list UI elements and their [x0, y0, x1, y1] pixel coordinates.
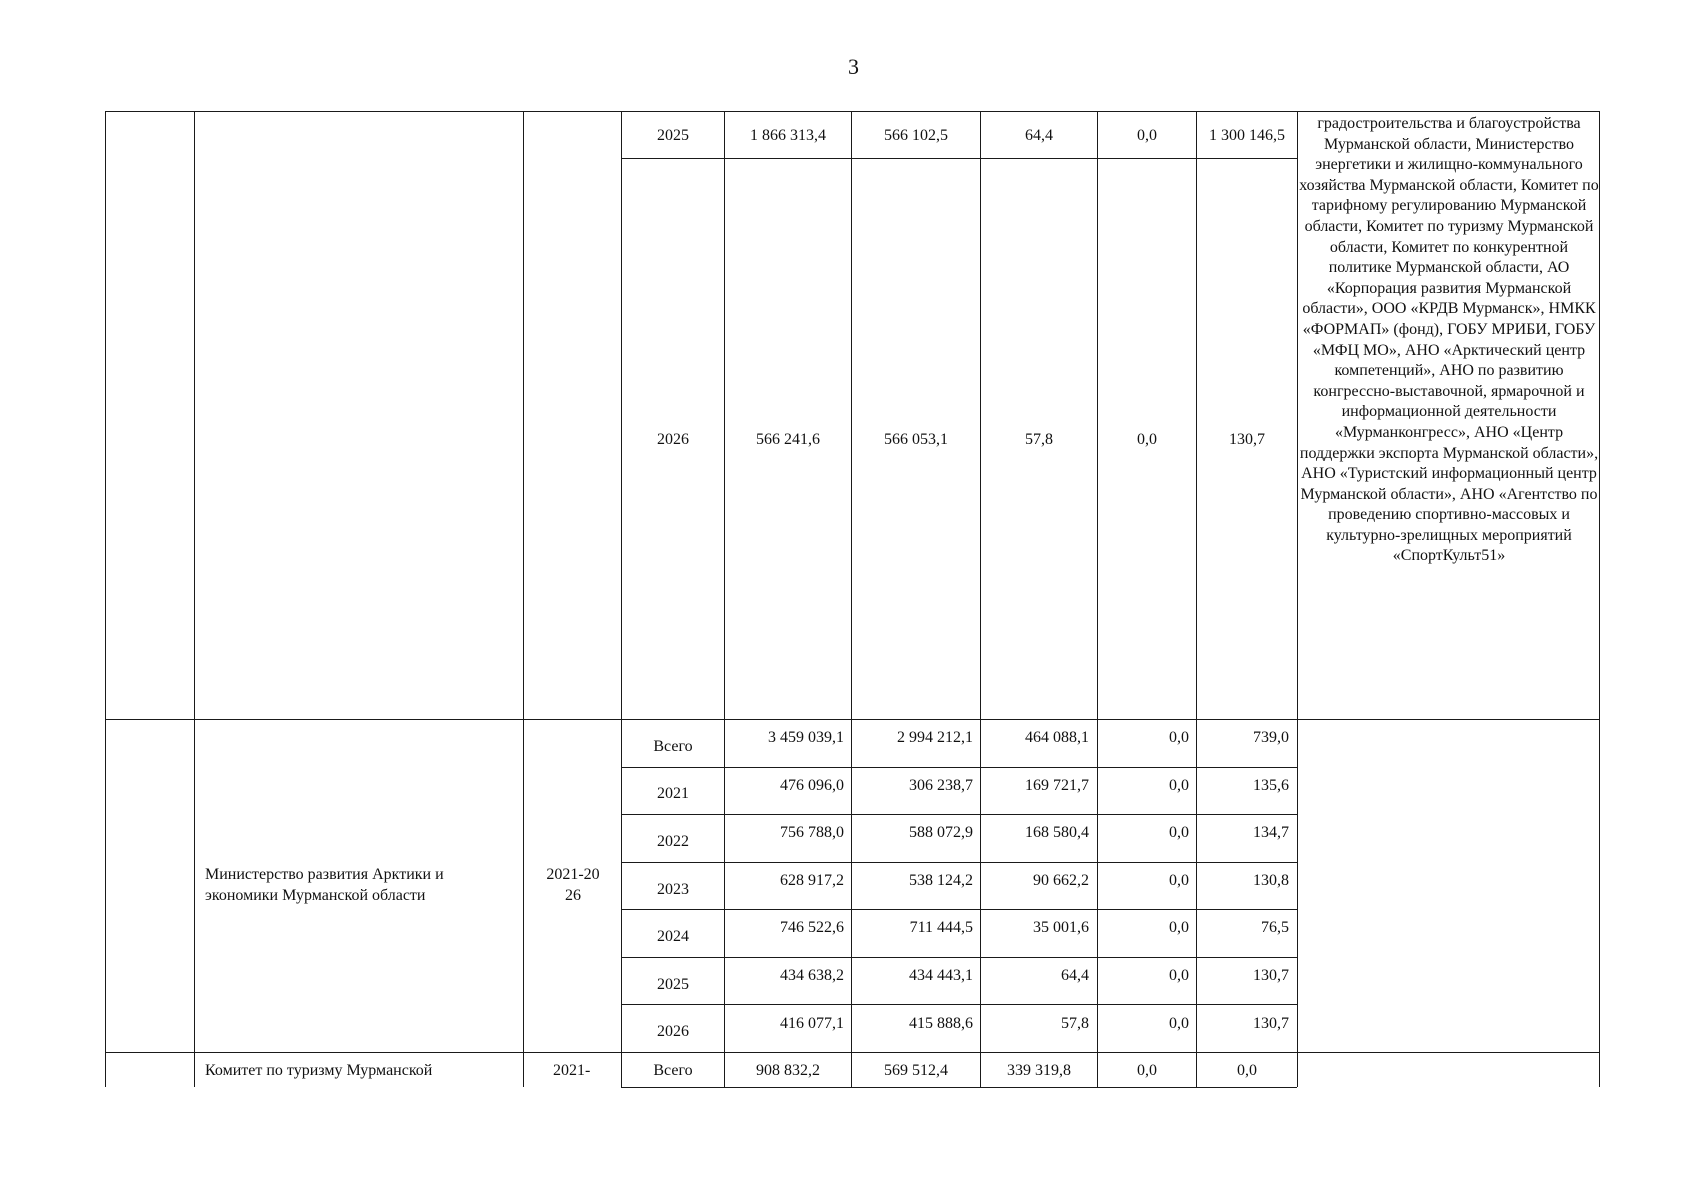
- table-column-divider: [1297, 111, 1298, 1087]
- local-cell: 0,0: [1137, 1061, 1157, 1079]
- total-cell: 566 241,6: [756, 430, 820, 448]
- federal-cell: 90 662,2: [1033, 871, 1089, 889]
- total-cell: 746 522,6: [780, 919, 844, 937]
- year-cell: 2026: [657, 1023, 689, 1041]
- table-border-left: [105, 111, 106, 1087]
- executor-name: Комитет по туризму Мурманской: [205, 1062, 433, 1079]
- year-cell: 2026: [657, 430, 689, 448]
- total-cell: 1 866 313,4: [750, 126, 826, 144]
- local-cell: 0,0: [1137, 126, 1157, 144]
- local-cell: 0,0: [1169, 824, 1189, 842]
- total-cell: 434 638,2: [780, 967, 844, 984]
- local-cell: 0,0: [1169, 1014, 1189, 1032]
- other-cell: 135,6: [1253, 776, 1289, 794]
- other-cell: 76,5: [1261, 919, 1289, 937]
- federal-cell: 168 580,4: [1025, 824, 1089, 842]
- regional-cell: 538 124,2: [909, 871, 973, 889]
- other-cell: 0,0: [1237, 1061, 1257, 1079]
- year-cell: 2021: [657, 785, 689, 803]
- other-cell: 130,8: [1253, 871, 1289, 889]
- federal-cell: 57,8: [1061, 1014, 1089, 1032]
- year-cell: Всего: [653, 737, 693, 755]
- total-cell: 908 832,2: [756, 1061, 820, 1079]
- year-cell: 2022: [657, 832, 689, 850]
- other-cell: 130,7: [1229, 430, 1265, 448]
- responsible-organizations: градостроительства и благоустройства Мурманской области, Министерство энергетики и жилищно-коммунального хозяйства Мурманской области, Комитет по тарифному регулированию Мурманской области, Комитет по туризму Мурманской области, Комитет по конкурентной политике Мурманской области, АО «Корпорация развития Мурманской области», ООО «КРДВ Мурманск», НМКК «ФОРМАП» (фонд), ГОБУ МРИБИ, ГОБУ «МФЦ МО», АНО «Арктический центр компетенций», АНО по развитию конгрессно-выставочной, ярмарочной и информационной деятельности «Мурманконгресс», АНО «Центр поддержки экспорта Мурманской области», АНО «Туристский информационный центр Мурманской области», АНО «Агентство по проведению спортивно-массовых и культурно-зрелищных мероприятий «СпортКульт51»: [1299, 115, 1599, 565]
- total-cell: 756 788,0: [780, 824, 844, 842]
- table-border-right: [1599, 111, 1600, 1087]
- regional-cell: 2 994 212,1: [897, 729, 973, 746]
- regional-cell: 711 444,5: [909, 919, 973, 937]
- period-cell: 2021-: [553, 1062, 591, 1079]
- period-cell: 2021-2026: [546, 866, 600, 904]
- year-cell: 2025: [657, 975, 689, 993]
- table-column-divider: [523, 111, 524, 1087]
- year-cell: 2024: [657, 928, 689, 946]
- local-cell: 0,0: [1137, 430, 1157, 448]
- regional-cell: 566 102,5: [884, 126, 948, 144]
- federal-cell: 57,8: [1025, 430, 1053, 448]
- regional-cell: 566 053,1: [884, 430, 948, 448]
- federal-cell: 339 319,8: [1007, 1061, 1071, 1079]
- regional-cell: 569 512,4: [884, 1061, 948, 1079]
- local-cell: 0,0: [1169, 919, 1189, 937]
- regional-cell: 588 072,9: [909, 824, 973, 842]
- total-cell: 628 917,2: [780, 871, 844, 889]
- total-cell: 416 077,1: [780, 1014, 844, 1032]
- executor-name: Министерство развития Арктики и экономики Мурманской области: [205, 866, 444, 904]
- other-cell: 130,7: [1253, 967, 1289, 984]
- page-number: 3: [848, 54, 859, 79]
- other-cell: 1 300 146,5: [1209, 127, 1285, 144]
- year-cell: Всего: [653, 1061, 693, 1079]
- regional-cell: 434 443,1: [909, 967, 973, 984]
- table-column-divider: [194, 111, 195, 1087]
- year-cell: 2023: [657, 880, 689, 898]
- federal-cell: 464 088,1: [1025, 729, 1089, 746]
- regional-cell: 415 888,6: [909, 1014, 973, 1032]
- regional-cell: 306 238,7: [909, 776, 973, 794]
- year-cell: 2025: [657, 126, 689, 144]
- total-cell: 476 096,0: [780, 776, 844, 794]
- federal-cell: 35 001,6: [1033, 919, 1089, 937]
- other-cell: 739,0: [1253, 729, 1289, 746]
- federal-cell: 64,4: [1025, 126, 1053, 144]
- local-cell: 0,0: [1169, 871, 1189, 889]
- local-cell: 0,0: [1169, 967, 1189, 984]
- federal-cell: 169 721,7: [1025, 776, 1089, 794]
- local-cell: 0,0: [1169, 776, 1189, 794]
- row-divider: [621, 1087, 1297, 1088]
- local-cell: 0,0: [1169, 729, 1189, 746]
- other-cell: 130,7: [1253, 1014, 1289, 1032]
- total-cell: 3 459 039,1: [768, 729, 844, 746]
- federal-cell: 64,4: [1061, 967, 1089, 984]
- other-cell: 134,7: [1253, 824, 1289, 842]
